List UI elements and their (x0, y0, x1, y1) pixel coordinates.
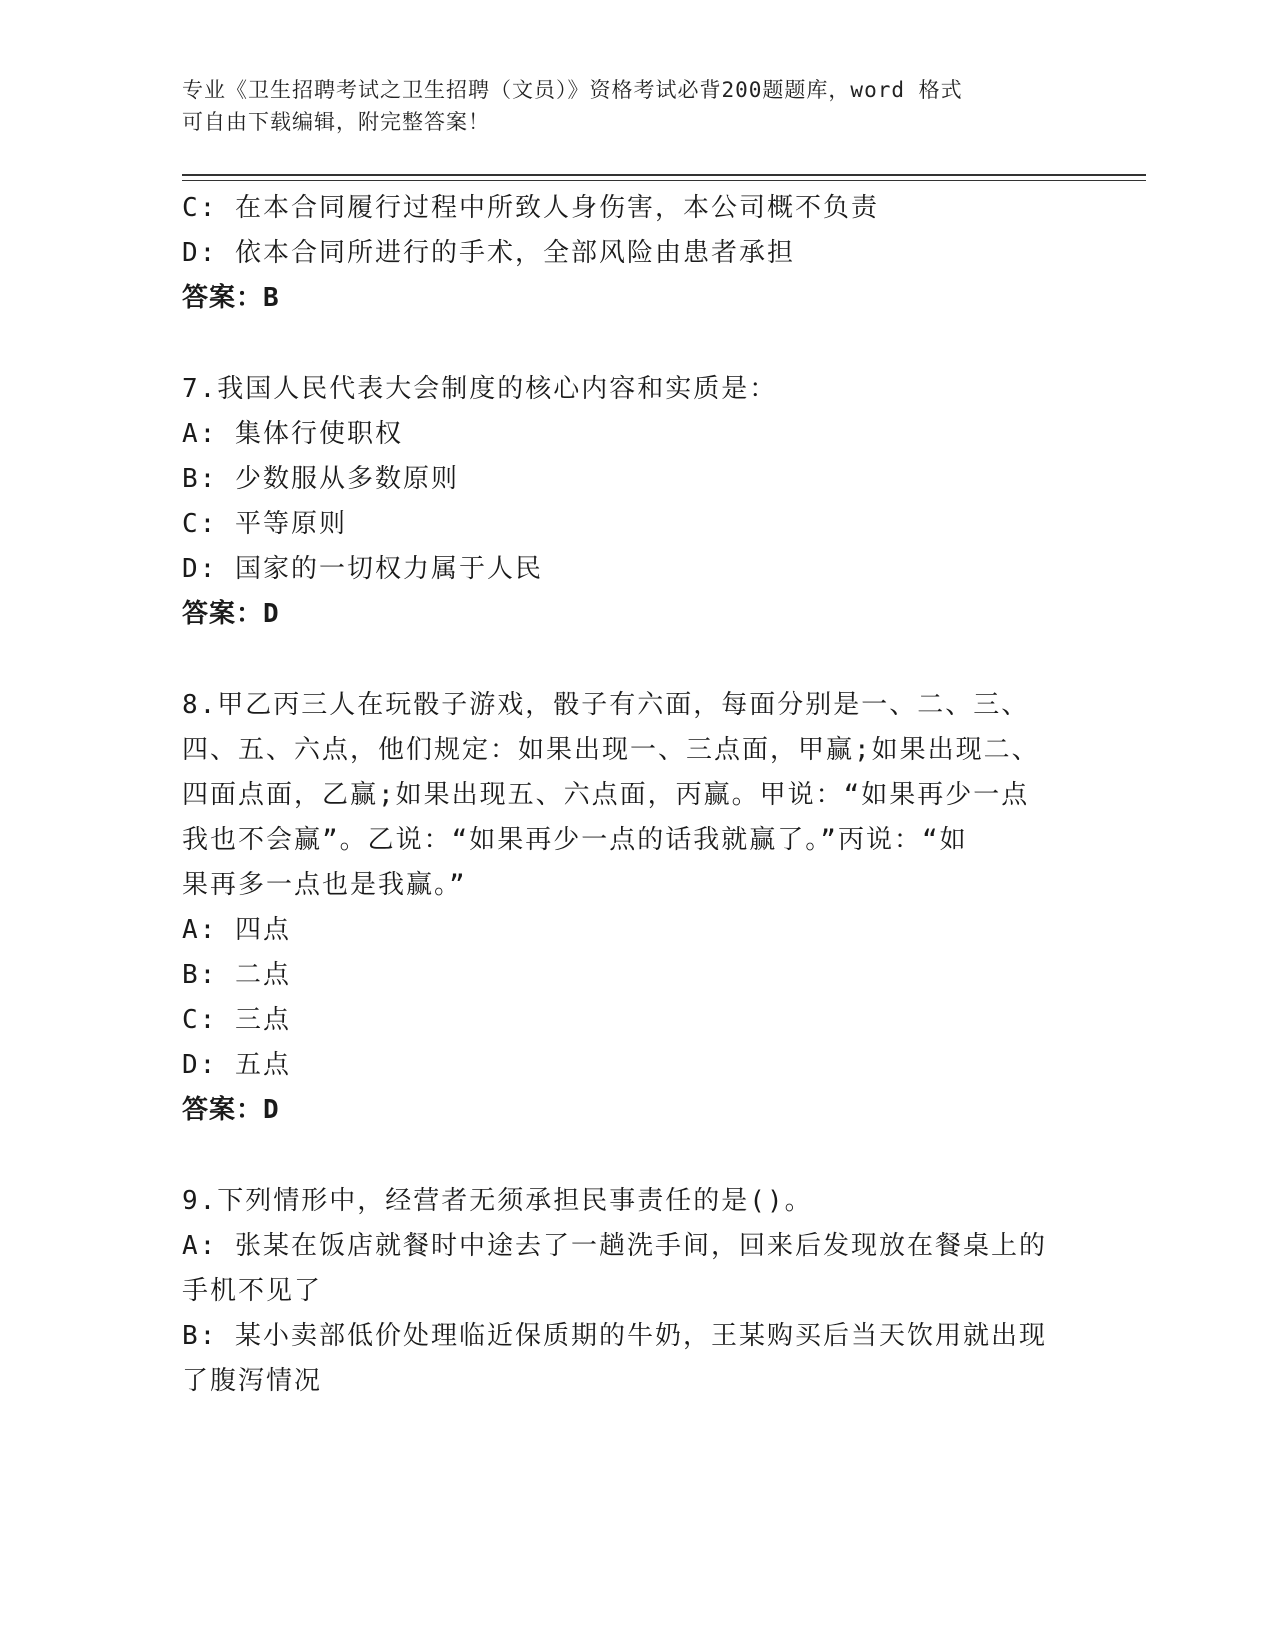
option-c: C: 三点 (182, 1005, 291, 1035)
spacer (182, 321, 1072, 367)
spacer (182, 637, 1072, 683)
option-a: A: 张某在饭店就餐时中途去了一趟洗手间，回来后发现放在餐桌上的 (182, 1231, 1047, 1261)
question-7-stem: 7.我国人民代表大会制度的核心内容和实质是： (182, 374, 778, 404)
question-9-stem: 9.下列情形中，经营者无须承担民事责任的是()。 (182, 1186, 813, 1216)
option-d: D: 五点 (182, 1050, 291, 1080)
header-line-2: 可自由下载编辑，附完整答案！ (182, 110, 490, 134)
answer-line: 答案：B (182, 283, 280, 313)
option-c: C: 平等原则 (182, 509, 347, 539)
question-8-stem-line: 四面点面，乙赢;如果出现五、六点面，丙赢。甲说：“如果再少一点 (182, 780, 1030, 810)
question-8-stem-line: 果再多一点也是我赢。” (182, 870, 467, 900)
header-line-1: 专业《卫生招聘考试之卫生招聘（文员）》资格考试必背200题题库，word 格式 (182, 78, 963, 102)
question-9-block (182, 1179, 1072, 1404)
question-8-stem-line: 我也不会赢”。乙说：“如果再少一点的话我就赢了。”丙说：“如 (182, 825, 968, 855)
option-b-continued: 了腹泻情况 (182, 1366, 323, 1396)
option-a-continued: 手机不见了 (182, 1276, 323, 1306)
answer-line: 答案：D (182, 599, 280, 629)
question-8-block (182, 683, 1072, 1133)
option-d: D: 依本合同所进行的手术，全部风险由患者承担 (182, 238, 795, 268)
header-rule-thick (182, 174, 1146, 176)
question-content (182, 186, 1072, 1404)
option-b: B: 少数服从多数原则 (182, 464, 459, 494)
question-8-stem-line: 四、五、六点，他们规定：如果出现一、三点面，甲赢;如果出现二、 (182, 735, 1040, 765)
page-header (182, 74, 1062, 138)
question-8-stem-line: 8.甲乙丙三人在玩骰子游戏，骰子有六面，每面分别是一、二、三、 (182, 690, 1030, 720)
option-d: D: 国家的一切权力属于人民 (182, 554, 543, 584)
option-b: B: 某小卖部低价处理临近保质期的牛奶，王某购买后当天饮用就出现 (182, 1321, 1047, 1351)
option-c: C: 在本合同履行过程中所致人身伤害，本公司概不负责 (182, 193, 879, 223)
answer-line: 答案：D (182, 1095, 280, 1125)
question-7-block (182, 367, 1072, 637)
option-b: B: 二点 (182, 960, 291, 990)
option-a: A: 四点 (182, 915, 291, 945)
header-rule-thin (182, 180, 1146, 181)
prev-question-block (182, 186, 1072, 321)
option-a: A: 集体行使职权 (182, 419, 403, 449)
spacer (182, 1133, 1072, 1179)
